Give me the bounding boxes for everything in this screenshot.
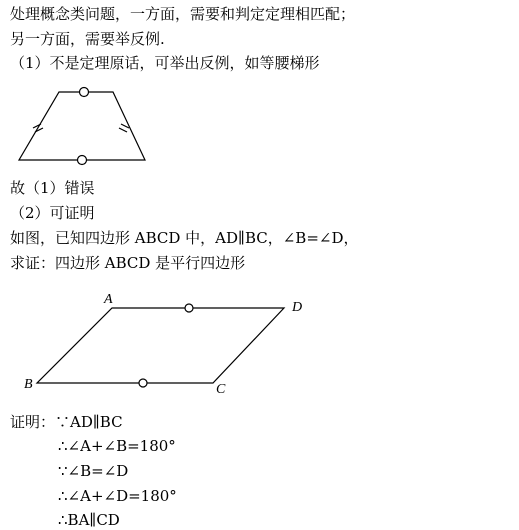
ad-circle-mark [185,304,193,312]
text-line-6: 如图，已知四边形 ABCD 中，AD∥BC，∠B=∠D， [10,229,359,247]
proof-line-1: 证明：∵AD∥BC [10,413,123,431]
vertex-label-b: B [24,377,33,392]
vertex-label-c: C [216,382,226,397]
text-line-7: 求证：四边形 ABCD 是平行四边形 [10,254,246,272]
vertex-label-d: D [292,300,303,315]
parallelogram-outline [37,308,284,383]
isosceles-trapezoid-figure [19,88,145,165]
text-line-1: 处理概念类问题，一方面，需要和判定定理相匹配； [10,5,356,23]
proof-line-3: ∵∠B=∠D [58,462,129,480]
bc-circle-mark [139,379,147,387]
bottom-base-circle-mark [78,156,87,165]
text-line-5: （2）可证明 [10,204,95,222]
text-line-3: （1）不是定理原话，可举出反例，如等腰梯形 [10,54,320,72]
proof-line-2: ∴∠A+∠B=180° [58,437,176,455]
proof-line-4: ∴∠A+∠D=180° [58,487,177,505]
top-base-circle-mark [80,88,89,97]
right-leg-tick-marks [119,124,129,132]
text-line-2: 另一方面，需要举反例. [10,30,165,48]
parallelogram-figure [37,304,284,387]
vertex-label-a: A [104,292,113,307]
text-line-4: 故（1）错误 [10,179,95,197]
proof-line-5: ∴BA∥CD [58,511,120,529]
